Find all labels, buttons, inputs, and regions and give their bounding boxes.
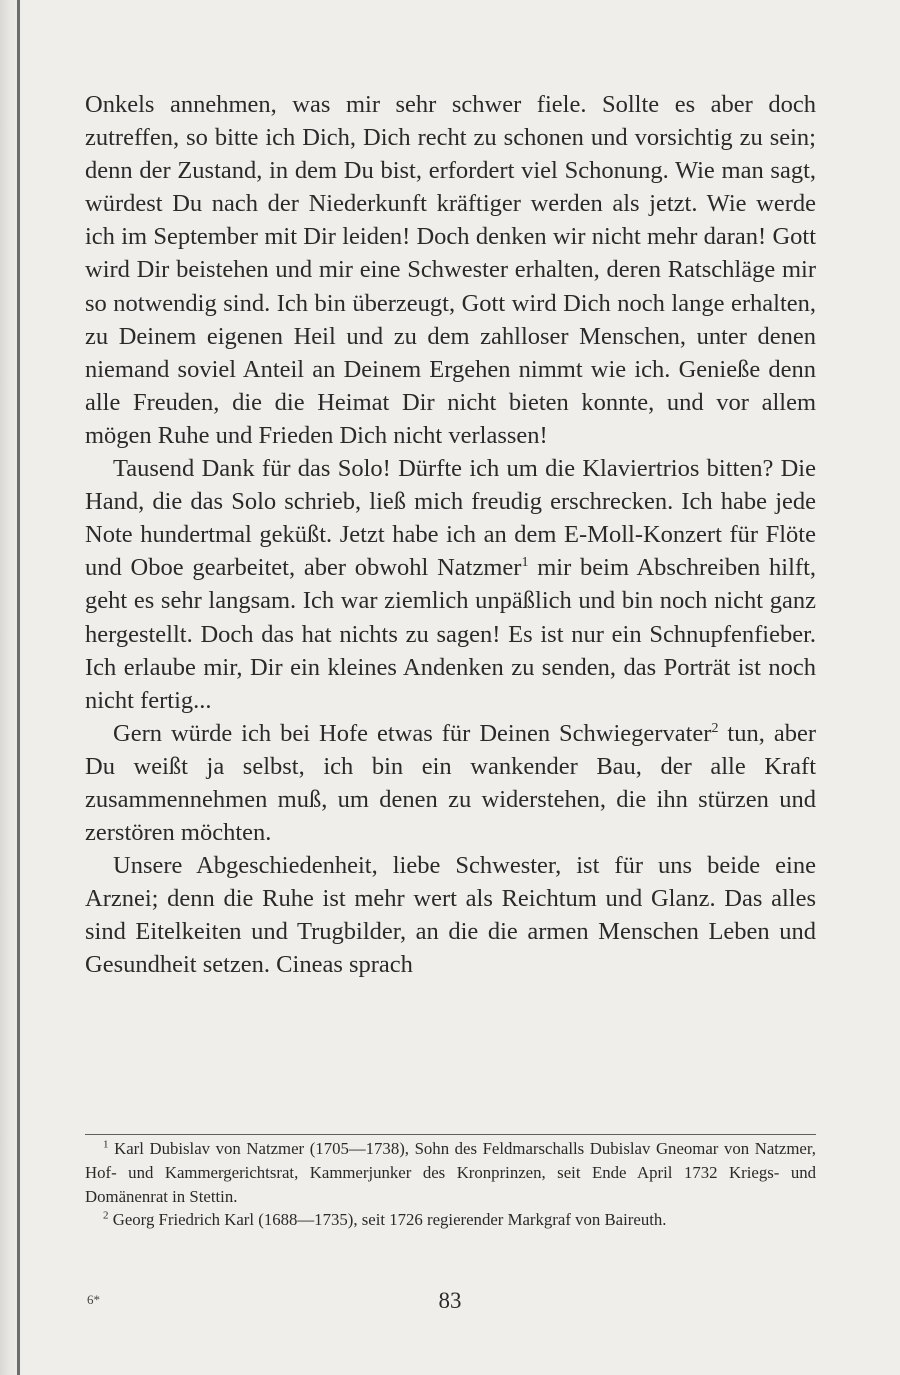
footnotes xyxy=(85,1137,816,1232)
paragraph-1-text: Onkels annehmen, was mir sehr schwer fiele. Sollte es aber doch zutreffen, so bitte ich Dich, Dich recht zu schonen und vorsichtig zu sein; denn der Zustand, in dem Du bist, erfordert viel Schonung. Wie man sagt, würdest Du nach der Niederkunft kräftiger werden als jetzt. Wie werde ich im September mit Dir leiden! Doch denken wir nicht mehr daran! Gott wird Dir beistehen und mir eine Schwester erhalten, deren Ratschläge mir so notwendig sind. Ich bin überzeugt, Gott wird Dich noch lange erhalten, zu Deinem eigenen Heil und zu dem zahlloser Menschen, unter denen niemand soviel Anteil an Deinem Ergehen nimmt wie ich. Genieße denn alle Freuden, die die Heimat Dir nicht bieten konnte, und vor allem mögen Ruhe und Frieden Dich nicht verlassen! xyxy=(85,91,816,449)
page-number: 83 xyxy=(438,1288,462,1313)
footnote-2 xyxy=(85,1208,816,1232)
footnote-2-text: Georg Friedrich Karl (1688—1735), seit 1726 regierender Markgraf von Baireuth. xyxy=(108,1210,667,1230)
paragraph-1 xyxy=(85,88,816,452)
paragraph-3 xyxy=(85,717,816,849)
footnote-1-marker: 1 xyxy=(103,1138,109,1151)
paragraph-3-text-before: Gern würde ich bei Hofe etwas für Deinen Schwiegervater xyxy=(113,719,712,747)
paragraph-2-text-after: mir beim Abschreiben hilft, geht es sehr langsam. Ich war ziemlich unpäßlich und bin noch nicht ganz hergestellt. Doch das hat nichts zu sagen! Es ist nur ein Schnupfenfieber. Ich erlaube mir, Dir ein kleines Andenken zu senden, das Porträt ist noch nicht fertig... xyxy=(85,554,816,714)
signature-mark: 6* xyxy=(87,1292,100,1307)
footnote-1-text: Karl Dubislav von Natzmer (1705—1738), Sohn des Feldmarschalls Dubislav Gneomar von Natzmer, Hof- und Kammergerichtsrat, Kammerjunker des Kronprinzen, seit Ende April 1732 Kriegs- und Domänenrat in Stettin. xyxy=(85,1139,816,1206)
paragraph-4 xyxy=(85,849,816,981)
footnote-ref-2: 2 xyxy=(711,720,719,736)
paragraph-2 xyxy=(85,452,816,717)
body-text xyxy=(85,88,816,982)
footnote-ref-1: 1 xyxy=(521,555,529,571)
gutter-line xyxy=(17,0,20,1375)
paragraph-3-text-after: tun, aber Du weißt ja selbst, ich bin ein wankender Bau, der alle Kraft zusammennehmen muß, um denen zu widerstehen, die ihn stürzen und zerstören möchten. xyxy=(85,719,817,847)
paragraph-2-text-before: Tausend Dank für das Solo! Dürfte ich um die Klaviertrios bitten? Die Hand, die das Solo schrieb, ließ mich freudig erschrecken. Ich habe jede Note hundertmal geküßt. Jetzt habe ich an dem E-Moll-Konzert für Flöte und Oboe gearbeitet, aber obwohl Natzmer xyxy=(85,455,816,582)
page-edge-shadow xyxy=(0,0,24,1375)
footnote-1 xyxy=(85,1137,816,1208)
paragraph-4-text: Unsere Abgeschiedenheit, liebe Schwester, ist für uns beide eine Arznei; denn die Ruhe ist mehr wert als Reichtum und Glanz. Das alles sind Eitelkeiten und Trugbilder, an die die armen Menschen Leben und Gesundheit setzen. Cineas sprach xyxy=(85,852,816,979)
footnote-divider xyxy=(85,1134,816,1135)
footnote-2-marker: 2 xyxy=(103,1209,109,1222)
